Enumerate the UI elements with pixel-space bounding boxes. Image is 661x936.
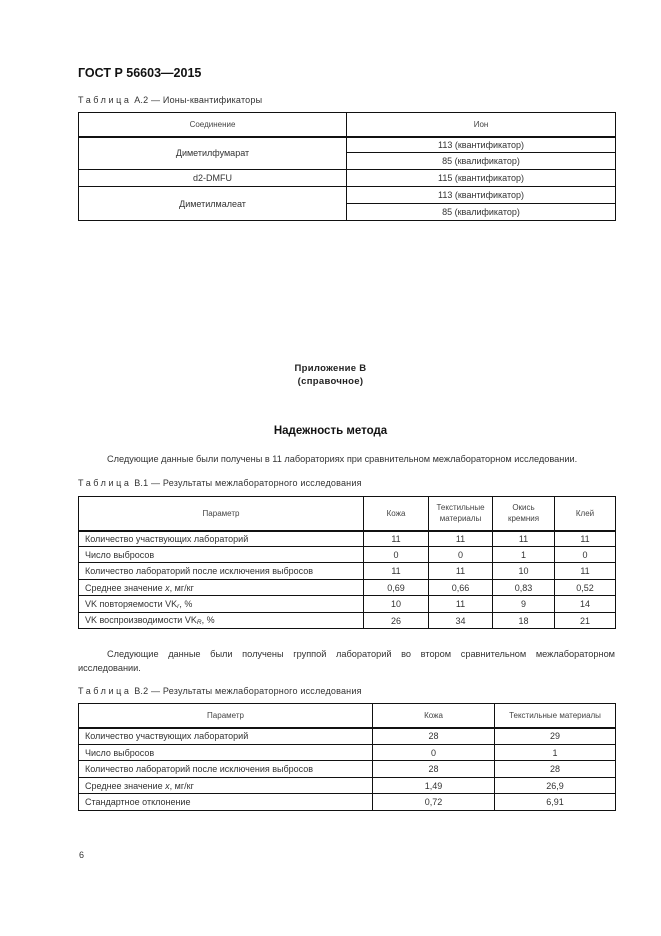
table-row — [79, 137, 616, 153]
parameter-cell — [79, 580, 364, 596]
value-cell: 34 — [429, 613, 493, 629]
value-cell: 11 — [429, 563, 493, 580]
compound-cell: Диметилфумарат — [79, 137, 347, 170]
caption-text: А.2 — Ионы-квантификаторы — [134, 95, 263, 105]
table-row — [79, 745, 616, 761]
document-code: ГОСТ Р 56603—2015 — [78, 66, 202, 80]
ion-cell: 113 (квантификатор) — [347, 187, 616, 204]
parameter-unit: , % — [179, 598, 193, 609]
parameter-cell: Число выбросов — [79, 547, 364, 563]
column-header-textiles: Текстильные материалы — [495, 704, 616, 728]
value-cell: 6,91 — [495, 794, 616, 811]
section-title: Надежность метода — [273, 425, 388, 437]
value-cell: 11 — [555, 531, 616, 547]
value-cell: 9 — [493, 596, 555, 613]
table-a2-quantifier-ions — [78, 112, 616, 221]
value-cell: 0,66 — [429, 580, 493, 596]
column-header-adhesive: Клей — [555, 497, 616, 531]
value-cell: 11 — [493, 531, 555, 547]
table-row — [79, 170, 616, 187]
parameter-unit: , мг/кг — [169, 780, 194, 791]
parameter-cell: Количество лабораторий после исключения выбросов — [79, 563, 364, 580]
ion-cell: 85 (квалификатор) — [347, 153, 616, 170]
value-cell: 28 — [373, 761, 495, 778]
value-cell: 18 — [493, 613, 555, 629]
table-b2-caption — [78, 686, 362, 696]
table-row — [79, 761, 616, 778]
column-header-parameter: Параметр — [79, 704, 373, 728]
value-cell: 11 — [429, 531, 493, 547]
parameter-cell: Количество лабораторий после исключения выбросов — [79, 761, 373, 778]
ion-cell: 115 (квантификатор) — [347, 170, 616, 187]
value-cell: 11 — [555, 563, 616, 580]
table-row — [79, 531, 616, 547]
value-cell: 11 — [364, 531, 429, 547]
annex-label: Приложение В — [294, 363, 367, 374]
table-b1-caption — [78, 478, 362, 488]
column-header-textiles: Текстильные материалы — [429, 497, 493, 531]
compound-cell: d2-DMFU — [79, 170, 347, 187]
table-row — [79, 596, 616, 613]
value-cell: 11 — [429, 596, 493, 613]
subscript: R — [196, 619, 202, 626]
ion-cell: 113 (квантификатор) — [347, 137, 616, 153]
table-row — [79, 580, 616, 596]
parameter-cell: Стандартное отклонение — [79, 794, 373, 811]
table-a2-caption — [78, 95, 262, 105]
variable-symbol: x — [165, 582, 170, 593]
parameter-cell: Число выбросов — [79, 745, 373, 761]
subscript: r — [177, 602, 180, 610]
paragraph-intro-1: Следующие данные были получены в 11 лабораториях при сравнительном межлабораторном исследовании. — [107, 454, 578, 464]
value-cell: 10 — [364, 596, 429, 613]
caption-prefix: Таблица — [78, 95, 132, 105]
ion-cell: 85 (квалификатор) — [347, 204, 616, 221]
paragraph-intro-2: Следующие данные были получены группой лабораторий во втором сравнительном межлабораторном исследовании. — [78, 649, 615, 673]
table-row — [79, 728, 616, 745]
value-cell: 1,49 — [373, 778, 495, 794]
parameter-text: VK воспроизводимости VK — [85, 615, 197, 625]
table-row — [79, 613, 616, 629]
page-number: 6 — [79, 850, 85, 860]
annex-status: (справочное) — [297, 376, 364, 387]
table-b1-interlab-results — [78, 496, 616, 629]
value-cell: 0 — [555, 547, 616, 563]
parameter-text: Среднее значение — [85, 780, 166, 791]
parameter-text: Среднее значение — [85, 582, 166, 593]
table-row — [79, 563, 616, 580]
parameter-text: VK повторяемости VK — [85, 598, 178, 609]
column-header-compound: Соединение — [79, 113, 347, 137]
caption-prefix: Таблица — [78, 686, 132, 696]
value-cell: 0,83 — [493, 580, 555, 596]
value-cell: 0 — [364, 547, 429, 563]
value-cell: 28 — [373, 728, 495, 745]
parameter-cell — [79, 778, 373, 794]
column-header-parameter: Параметр — [79, 497, 364, 531]
table-row — [79, 778, 616, 794]
variable-symbol: x — [165, 780, 170, 791]
value-cell: 0,72 — [373, 794, 495, 811]
parameter-cell — [79, 596, 364, 613]
caption-text: В.1 — Результаты межлабораторного исследования — [134, 478, 362, 488]
value-cell: 10 — [493, 563, 555, 580]
value-cell: 14 — [555, 596, 616, 613]
value-cell: 28 — [495, 761, 616, 778]
table-row — [79, 187, 616, 204]
value-cell: 26,9 — [495, 778, 616, 794]
value-cell: 0,52 — [555, 580, 616, 596]
value-cell: 0 — [373, 745, 495, 761]
value-cell: 1 — [493, 547, 555, 563]
caption-text: В.2 — Результаты межлабораторного исследования — [134, 686, 362, 696]
compound-cell: Диметилмалеат — [79, 187, 347, 221]
parameter-unit: , % — [201, 615, 215, 625]
table-row — [79, 794, 616, 811]
column-header-ion: Ион — [347, 113, 616, 137]
column-header-leather: Кожа — [373, 704, 495, 728]
parameter-cell: Количество участвующих лабораторий — [79, 728, 373, 745]
column-header-leather: Кожа — [364, 497, 429, 531]
annex-title — [0, 362, 661, 388]
parameter-unit: , мг/кг — [169, 582, 194, 593]
parameter-cell: Количество участвующих лабораторий — [79, 531, 364, 547]
value-cell: 0 — [429, 547, 493, 563]
column-header-silica: Окись кремния — [493, 497, 555, 531]
value-cell: 21 — [555, 613, 616, 629]
caption-prefix: Таблица — [78, 478, 132, 488]
table-b2-interlab-results — [78, 703, 616, 811]
parameter-cell — [79, 613, 364, 629]
value-cell: 29 — [495, 728, 616, 745]
value-cell: 1 — [495, 745, 616, 761]
value-cell: 11 — [364, 563, 429, 580]
value-cell: 26 — [364, 613, 429, 629]
value-cell: 0,69 — [364, 580, 429, 596]
table-row — [79, 547, 616, 563]
